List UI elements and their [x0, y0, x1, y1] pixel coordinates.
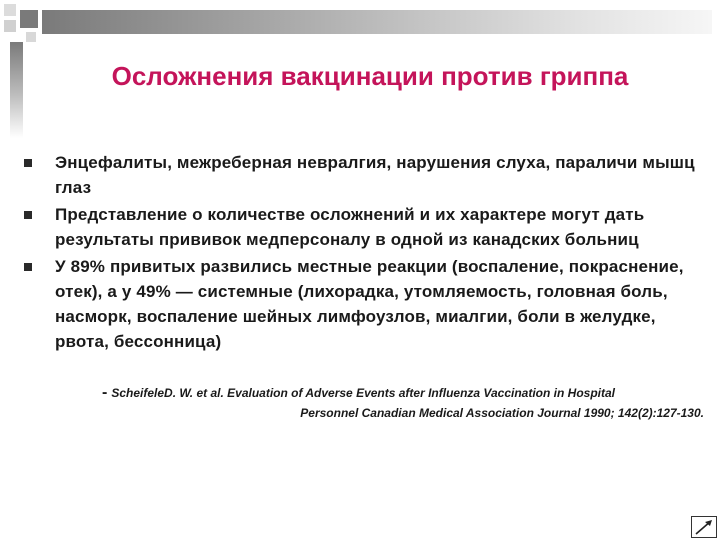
- citation: [92, 383, 704, 423]
- decor-square-3: [4, 20, 16, 32]
- square-bullet-icon: [24, 211, 32, 219]
- diagonal-arrow-icon: [692, 517, 716, 537]
- list-item: [22, 202, 702, 252]
- list-item: [22, 150, 702, 200]
- decor-top-bar: [42, 10, 712, 34]
- nav-button[interactable]: [691, 516, 717, 538]
- bullet-text: Энцефалиты, межреберная невралгия, нарушения слуха, параличи мышц глаз: [55, 153, 695, 197]
- decor-square-2: [20, 10, 38, 28]
- citation-line-2: Personnel Canadian Medical Association Journal 1990; 142(2):127-130.: [300, 406, 704, 420]
- square-bullet-icon: [24, 263, 32, 271]
- decor-left-bar: [10, 42, 23, 138]
- bullet-text: Представление о количестве осложнений и их характере могут дать результаты прививок медперсоналу в одной из канадских больниц: [55, 205, 645, 249]
- decor-square-1: [4, 4, 16, 16]
- square-bullet-icon: [24, 159, 32, 167]
- bullet-list: [22, 150, 702, 356]
- slide-title: Осложнения вакцинации против гриппа: [111, 61, 629, 91]
- citation-text-1: ScheifeleD. W. et al. Evaluation of Adverse Events after Influenza Vaccination in Hospital: [111, 386, 616, 400]
- bullet-text: У 89% привитых развились местные реакции (воспаление, покраснение, отек), а у 49% — системные (лихорадка, утомляемость, головная боль, насморк, воспаление шейных лимфоузлов, миалгии, боли в желудке, рвота, бессонница): [55, 257, 684, 351]
- list-item: [22, 254, 702, 354]
- decor-square-4: [26, 32, 36, 42]
- citation-line-1: [92, 383, 704, 403]
- citation-dash: -: [102, 384, 108, 401]
